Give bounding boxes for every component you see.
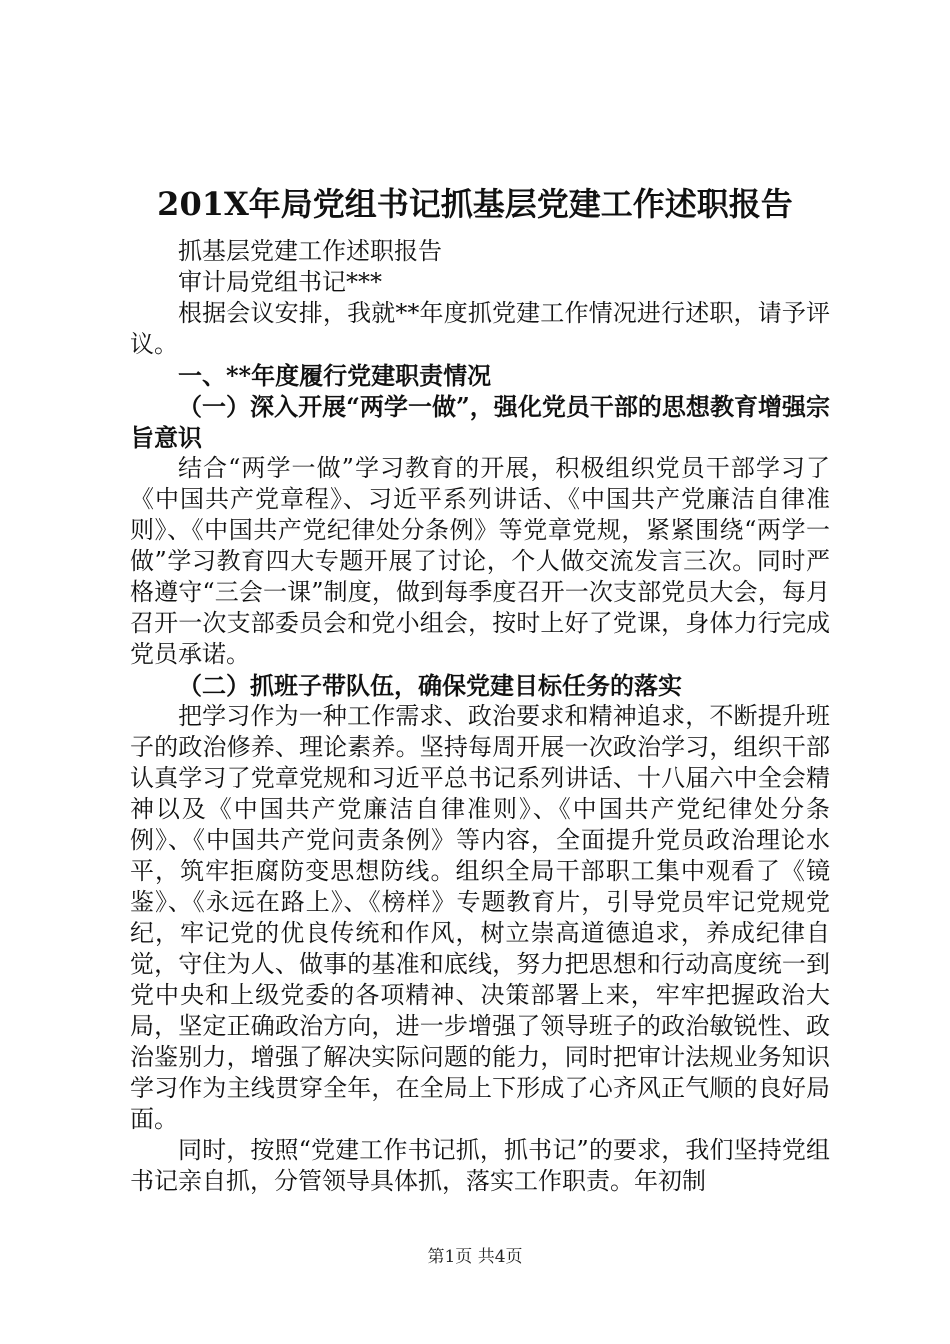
page-footer: 第1页 共4页 [427,1247,523,1267]
body-paragraph: 结合“两学一做”学习教育的开展，积极组织党员干部学习了《中国共产党章程》、习近平系列讲话、《中国共产党廉洁自律准则》、《中国共产党纪律处分条例》等党章党规，紧紧围绕“两学一做”学习教育四大专题开展了讨论，个人做交流发言三次。同时严格遵守“三会一课”制度，做到每季度召开一次支部党员大会，每月召开一次支部委员会和党小组会，按时上好了党课，身体力行完成党员承诺。 [130,454,830,668]
subsection-heading-2: （二）抓班子带队伍，确保党建目标任务的落实 [178,671,682,700]
subsection-heading-1: （一）深入开展“两学一做”，强化党员干部的思想教育增强宗旨意识 [130,392,830,452]
body-paragraph: 把学习作为一种工作需求、政治要求和精神追求，不断提升班子的政治修养、理论素养。坚持每周开展一次政治学习，组织干部认真学习了党章党规和习近平总书记系列讲话、十八届六中全会精神以及《中国共产党廉洁自律准则》、《中国共产党纪律处分条例》、《中国共产党问责条例》等内容，全面提升党员政治理论水平，筑牢拒腐防变思想防线。组织全局干部职工集中观看了《镜鉴》、《永远在路上》、《榜样》专题教育片，引导党员牢记党规党纪，牢记党的优良传统和作风，树立崇高道德追求，养成纪律自觉，守住为人、做事的基准和底线，努力把思想和行动高度统一到党中央和上级党委的各项精神、决策部署上来，牢牢把握政治大局，坚定正确政治方向，进一步增强了领导班子的政治敏锐性、政治鉴别力，增强了解决实际问题的能力，同时把审计法规业务知识学习作为主线贯穿全年，在全局上下形成了心齐风正气顺的良好局面。 [130,702,830,1133]
author-line: 审计局党组书记*** [178,268,382,296]
intro-paragraph: 根据会议安排，我就**年度抓党建工作情况进行述职，请予评议。 [130,299,830,358]
document-title: 201X年局党组书记抓基层党建工作述职报告 [157,185,793,223]
document-body [130,236,830,1197]
subtitle-line: 抓基层党建工作述职报告 [178,237,442,265]
body-paragraph: 同时，按照“党建工作书记抓，抓书记”的要求，我们坚持党组书记亲自抓，分管领导具体抓，落实工作职责。年初制 [130,1136,830,1195]
section-heading-1: 一、**年度履行党建职责情况 [178,361,492,390]
